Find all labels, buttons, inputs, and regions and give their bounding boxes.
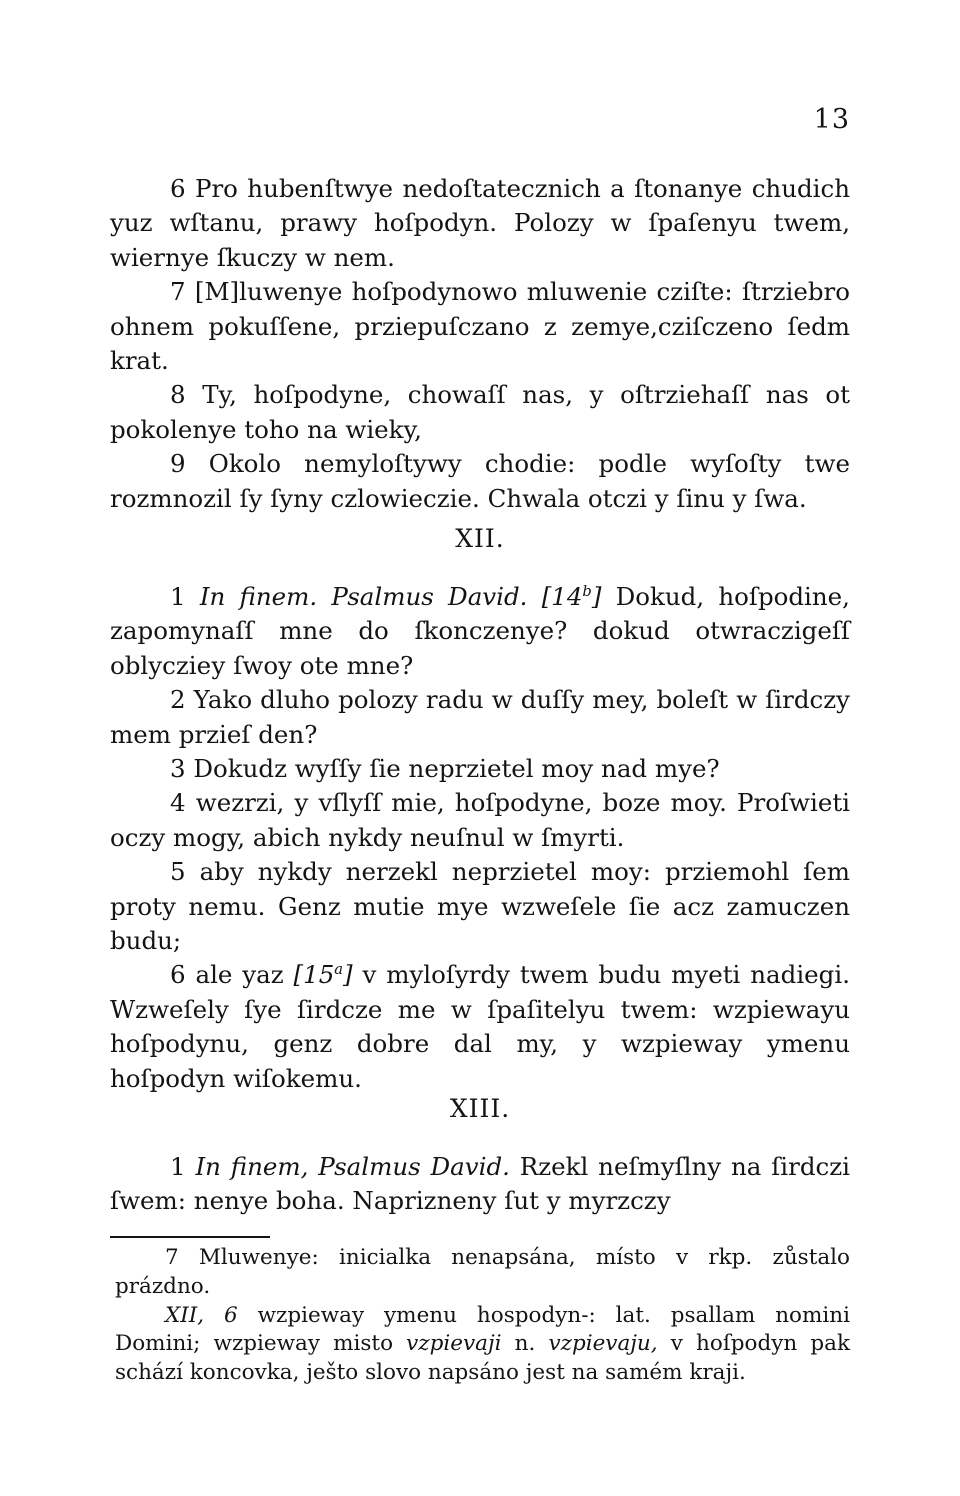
footnotes bbox=[115, 1244, 850, 1388]
psalm-incipit: In finem, Psalmus David. bbox=[195, 1152, 510, 1181]
verse-text: Dokud, hoſpodine, zapomynaſſ mne do ſkonczenye? dokud otwraczigeſſ oblyczieу ſwoy ote mne? bbox=[110, 582, 850, 680]
psalm-xii bbox=[110, 580, 850, 1096]
verse-text: Rzekl neſmyſlny na ſirdczi ſwem: nenye boha. Naprizneny ſut y myrzczy bbox=[110, 1152, 850, 1216]
verse-paragraph: 6 Pro hubenſtwye nedoſtatecznich a ſtonanye chudich yuz wſtanu, prawy hoſpodyn. Polozy w ſpaſenyu twem, wiernye ſkuczy w nem. bbox=[110, 174, 850, 272]
verse-paragraph: 5 aby nykdy nerzekl neprzietel moy: przіemohl ſem proty nemu. Genz mutie mye wzweſele ſie acz zamuczen budu; bbox=[110, 857, 850, 956]
verse-paragraph bbox=[110, 1150, 850, 1219]
verse-paragraph: 9 Okolo nemyloſtywy chodie: podle wyſoſty twe rozmnozil ſy ſyny czlowieczie. Chwala otczi y ſinu y ſwa. bbox=[110, 449, 850, 513]
page-number: 13 bbox=[813, 104, 850, 135]
section-heading-xii: XII. bbox=[455, 524, 505, 553]
verse-paragraph: 7 [M]luwenye hoſpodynowo mluwenie cziſte: ſtrziebro ohnem pokuſſene, prziepuſczano z zemye,cziſczeno ſedm krat. bbox=[110, 277, 850, 376]
psalm-incipit: In finem. Psalmus David. bbox=[199, 582, 528, 611]
verse-paragraph: 8 Ty, hoſpodyne, chowaſſ nas, y oſtrziehaſſ nas ot pokolenye toho na wieky, bbox=[110, 380, 850, 444]
footnote-divider bbox=[110, 1236, 270, 1238]
folio-marker: [15$^a$] bbox=[293, 960, 353, 990]
footnote: XII, 6 wzpieway ymenu hospodyn-: lat. psallam nomini Domini; wzpieway misto vzpievaji n. vzpievaju, v hoſpodyn pak schází koncovka, ješto slovo napsáno jest na samém kraji. bbox=[115, 1302, 850, 1386]
folio-marker: [14$^b$] bbox=[541, 582, 602, 611]
verse-paragraph bbox=[110, 580, 850, 683]
psalm-xiii bbox=[110, 1150, 850, 1219]
psalm-xi-ending bbox=[110, 172, 850, 516]
footnote-ref: XII, 6 bbox=[165, 1302, 238, 1328]
verse-paragraph: 6 ale yaz [15$^a$] v myloſyrdy twem budu myeti nadiegi. Wzweſely ſye ſirdcze me w ſpaſitelyu twem: wzpiewayu hoſpodynu, genz dobre dal my, y wzpieway ymenu hoſpodyn wiſokemu. bbox=[110, 960, 850, 1093]
section-heading-xiii: XIII. bbox=[449, 1094, 511, 1123]
footnote: 7 Mluwenye: inicialka nenapsána, místo v rkp. zůstalo prázdno. bbox=[115, 1245, 850, 1299]
verse-number: 1 bbox=[170, 582, 186, 611]
verse-paragraph: 3 Dokudz wyſſy ſie neprzietel moy nad mye? bbox=[170, 754, 720, 784]
verse-number: 1 bbox=[170, 1152, 186, 1181]
verse-paragraph: 2 Yako dluho polozy radu w duſſy mey, boleſt w ſirdczy mem przieſ den? bbox=[110, 685, 850, 749]
verse-paragraph: 4 wezrzi, y vſlyſſ mie, hoſpodyne, boze moy. Proſwieti oczy mogy, abich nykdy neuſnul w ſmyrti. bbox=[110, 788, 850, 852]
